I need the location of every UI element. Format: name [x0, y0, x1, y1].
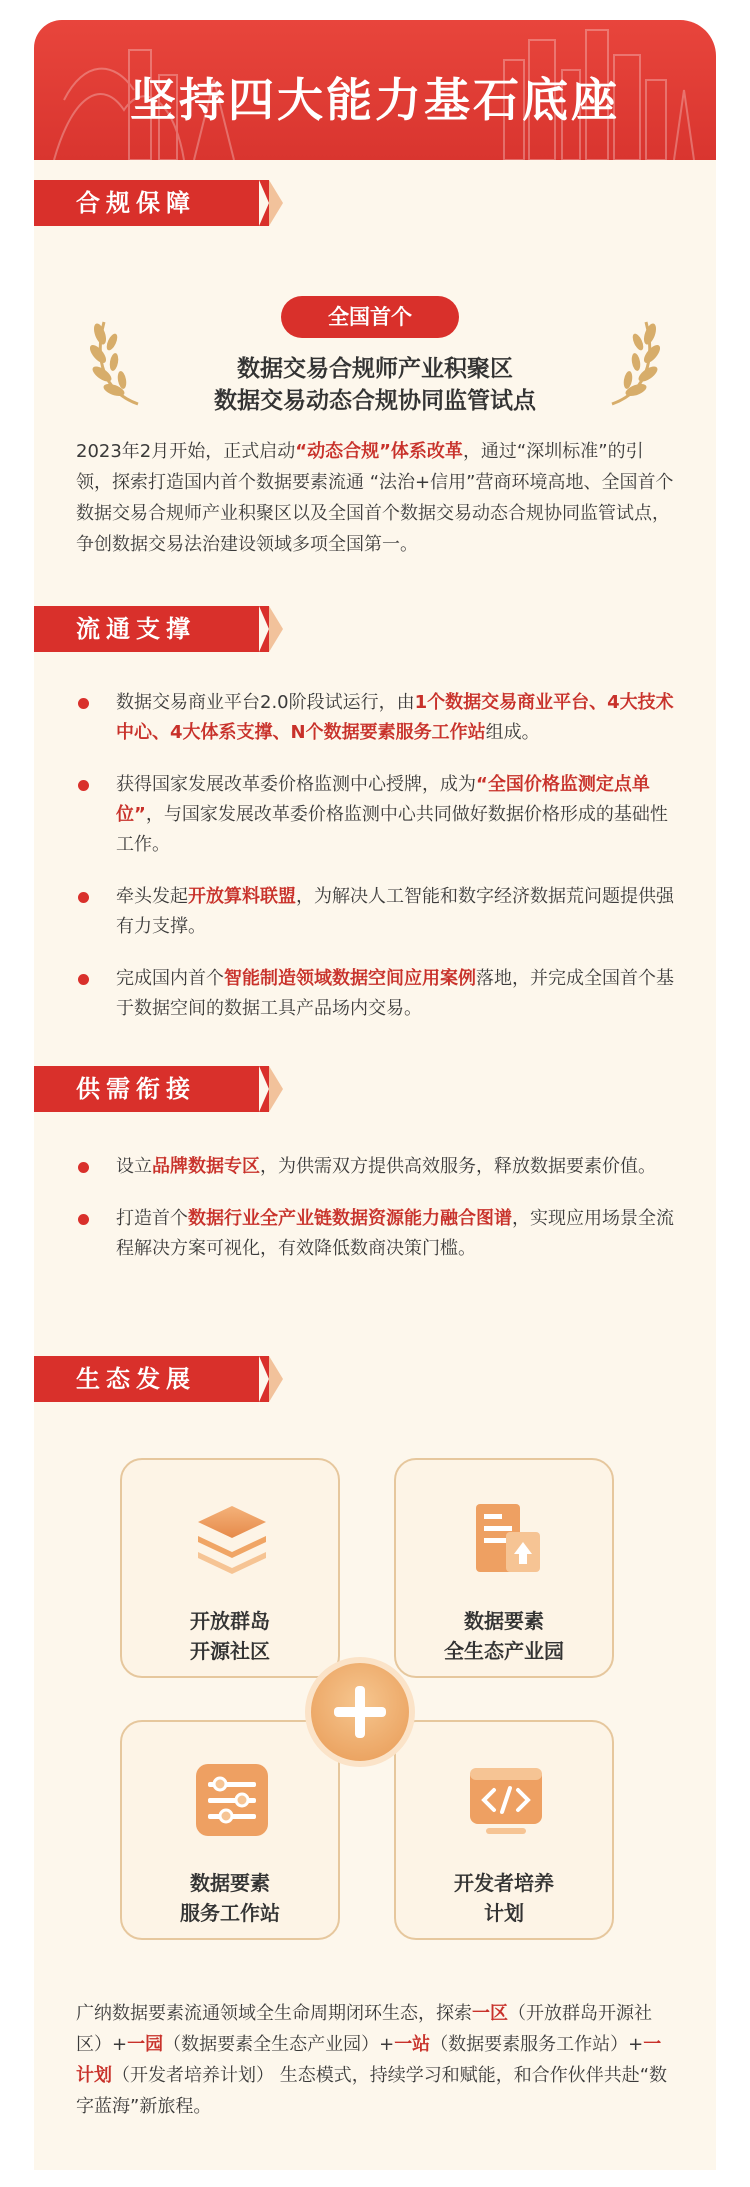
text-span: 2023年2月开始，正式启动: [76, 441, 296, 462]
highlight-span: 数据行业全产业链数据资源能力融合图谱: [188, 1208, 512, 1229]
plus-icon: [305, 1657, 415, 1767]
highlight-span: 开放算料联盟: [188, 886, 296, 907]
honor-line-1: 数据交易合规师产业积聚区: [237, 356, 513, 382]
text-span: 获得国家发展改革委价格监测中心授牌，成为: [116, 774, 476, 795]
compliance-paragraph: [76, 436, 676, 560]
highlight-span: 品牌数据专区: [152, 1156, 260, 1177]
section-tag-compliance: 合规保障: [34, 180, 269, 226]
text-span: 组成。: [485, 722, 540, 743]
tile-label-line2: 计划: [484, 1901, 524, 1925]
tile-developer-program: [394, 1720, 614, 1940]
highlight-span: 智能制造领域数据空间应用案例: [224, 968, 476, 989]
list-item: [76, 1152, 676, 1182]
tile-industrial-park: [394, 1458, 614, 1678]
supply-demand-list: [76, 1152, 676, 1286]
section-tag-circulation: 流通支撑: [34, 606, 269, 652]
text-span: 广纳数据要素流通领域全生命周期闭环生态，探索: [76, 2003, 472, 2024]
tile-label-line1: 开发者培养: [454, 1871, 554, 1895]
bullet-dot-icon: [78, 780, 89, 791]
bullet-dot-icon: [78, 1162, 89, 1173]
highlight-span: 一区: [472, 2003, 508, 2024]
tile-label-line2: 开源社区: [190, 1639, 270, 1663]
text-span: ，与国家发展改革委价格监测中心共同做好数据价格形成的基础性工作。: [116, 804, 668, 855]
highlight-span: 一站: [394, 2034, 431, 2055]
ecosystem-paragraph: [76, 1998, 676, 2122]
content-card: [34, 20, 716, 2170]
section-tag-ecosystem: 生态发展: [34, 1356, 269, 1402]
highlight-span: 1个数据交易商业平台、4大技术中心、4大体系支撑、N个数据要素服务工作站: [116, 692, 674, 743]
text-span: ，通过“深圳标准”的引领，探索打造国内首个数据要素流通 “法治+信用”营商环境高地、全国首个数据交易合规师产业积聚区以及全国首个数据交易动态合规协同监管试点，争创数据交易法治建设领域多项全国第一。: [76, 441, 674, 555]
building-icon: [466, 1498, 546, 1578]
tile-service-station: [120, 1720, 340, 1940]
section-tag-supply-demand: 供需衔接: [34, 1066, 269, 1112]
code-icon: [466, 1760, 546, 1840]
list-item: [76, 964, 676, 1024]
text-span: ，为解决人工智能和数字经济数据荒问题提供强有力支撑。: [116, 886, 674, 937]
text-span: ，实现应用场景全流程解决方案可视化，有效降低数商决策门槛。: [116, 1208, 674, 1259]
honor-badge: 全国首个: [281, 296, 459, 338]
bullet-dot-icon: [78, 1214, 89, 1225]
highlight-span: 一计划: [76, 2034, 662, 2086]
text-span: 打造首个: [116, 1208, 188, 1229]
bullet-dot-icon: [78, 698, 89, 709]
text-span: 设立: [116, 1156, 152, 1177]
text-span: 完成国内首个: [116, 968, 224, 989]
circulation-list: [76, 688, 676, 1046]
text-span: 数据交易商业平台2.0阶段试运行，由: [116, 692, 415, 713]
tile-label-line1: 数据要素: [464, 1609, 544, 1633]
text-span: （数据要素全生态产业园）+: [163, 2034, 395, 2055]
bullet-dot-icon: [78, 974, 89, 985]
tile-label-line1: 开放群岛: [190, 1609, 270, 1633]
tile-label-line1: 数据要素: [190, 1871, 270, 1895]
list-item: [76, 688, 676, 748]
text-span: 落地，并完成全国首个基于数据空间的数据工具产品场内交易。: [116, 968, 674, 1019]
tile-open-islands: [120, 1458, 340, 1678]
text-span: ，为供需双方提供高效服务，释放数据要素价值。: [260, 1156, 656, 1177]
page-title: 坚持四大能力基石底座: [130, 73, 620, 127]
bullet-dot-icon: [78, 892, 89, 903]
text-span: （数据要素服务工作站）+: [430, 2034, 644, 2055]
tile-label-line2: 服务工作站: [180, 1901, 280, 1925]
list-item: [76, 882, 676, 942]
layers-icon: [192, 1498, 272, 1578]
honor-line-2: 数据交易动态合规协同监管试点: [214, 388, 536, 414]
sliders-icon: [192, 1760, 272, 1840]
text-span: 牵头发起: [116, 886, 188, 907]
highlight-span: “全国价格监测定点单位”: [116, 774, 650, 825]
highlight-span: 一园: [127, 2034, 164, 2055]
tile-label-line2: 全生态产业园: [444, 1639, 564, 1663]
list-item: [76, 1204, 676, 1264]
text-span: （开放群岛开源社区）+: [76, 2003, 652, 2055]
list-item: [76, 770, 676, 860]
header-banner: [34, 20, 716, 160]
highlight-span: “动态合规”体系改革: [295, 441, 463, 462]
text-span: （开发者培养计划） 生态模式，持续学习和赋能，和合作伙伴共赴“数字蓝海”新旅程。: [76, 2065, 668, 2117]
